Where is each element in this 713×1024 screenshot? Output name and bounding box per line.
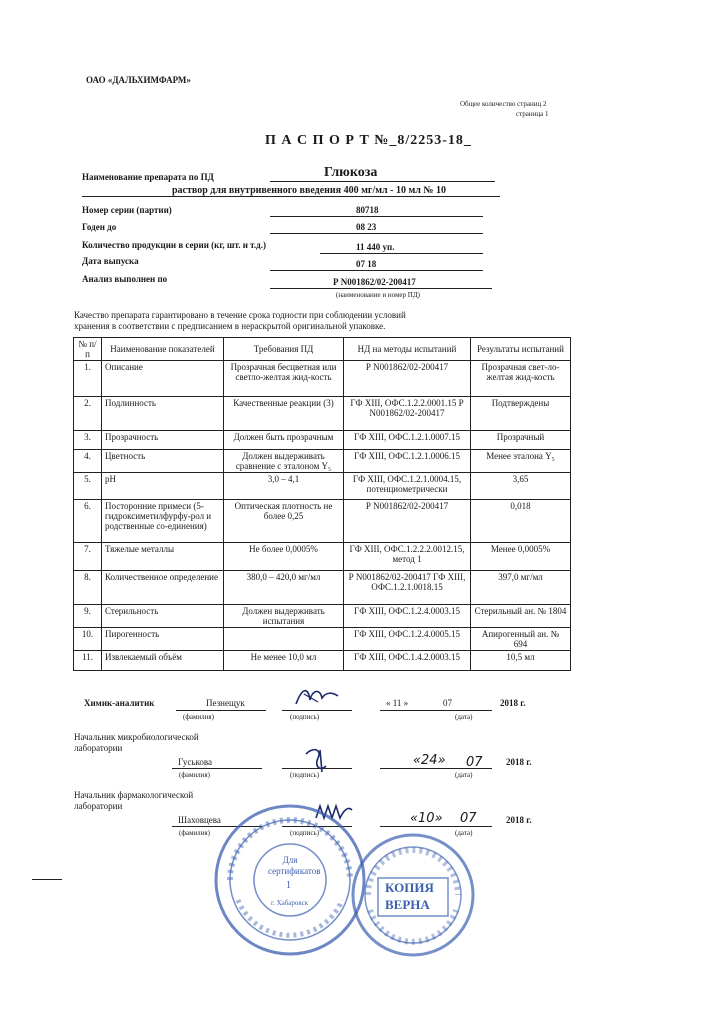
row-requirement: Прозрачная бесцветная или светло-желтая жид-кость bbox=[224, 361, 344, 397]
micro-signature-icon bbox=[300, 744, 340, 776]
row-name: Количественное определение bbox=[102, 571, 224, 605]
row-requirement: Должен выдерживать сравнение с эталоном Y₅ bbox=[224, 450, 344, 473]
row-number: 11. bbox=[74, 651, 102, 671]
passport-label: П А С П О Р Т № bbox=[265, 133, 390, 148]
chemist-role: Химик-аналитик bbox=[84, 698, 155, 708]
caption-signature-3: (подпись) bbox=[290, 829, 320, 837]
header-requirement: Требования ПД bbox=[224, 338, 344, 361]
release-value: 07 18 bbox=[356, 259, 377, 269]
row-name: Подлинность bbox=[102, 397, 224, 431]
row-requirement bbox=[224, 628, 344, 651]
passport-number: _8/2253-18_ bbox=[389, 133, 472, 148]
row-result: 10,5 мл bbox=[471, 651, 571, 671]
row-requirement: Качественные реакции (3) bbox=[224, 397, 344, 431]
drug-form: раствор для внутривенного введения 400 мг/мл - 10 мл № 10 bbox=[172, 185, 446, 196]
row-requirement: Оптическая плотность не более 0,25 bbox=[224, 500, 344, 543]
row-result: 0,018 bbox=[471, 500, 571, 543]
header-name: Наименование показателей bbox=[102, 338, 224, 361]
row-method: ГФ XIII, ОФС.1.2.2.0001.15 Р N001862/02-200417 bbox=[344, 397, 471, 431]
caption-surname-3: (фамилия) bbox=[179, 829, 210, 837]
table-row bbox=[74, 397, 571, 431]
seal-number: 1 bbox=[286, 880, 291, 891]
chemist-day: « 11 » bbox=[386, 698, 409, 708]
row-number: 1. bbox=[74, 361, 102, 397]
table-row bbox=[74, 651, 571, 671]
row-name: Цветность bbox=[102, 450, 224, 473]
passport-title bbox=[265, 133, 472, 149]
header-number: № п/п bbox=[74, 338, 102, 361]
row-result: Прозрачная свет-ло-желтая жид-кость bbox=[471, 361, 571, 397]
table-row bbox=[74, 450, 571, 473]
seal-center-text: Для сертификатов bbox=[268, 855, 321, 876]
pharm-day: «10» bbox=[410, 811, 443, 826]
row-number: 5. bbox=[74, 473, 102, 500]
stamp-verified-text: ВЕРНА bbox=[385, 897, 430, 912]
row-number: 3. bbox=[74, 431, 102, 450]
table-row bbox=[74, 543, 571, 571]
row-requirement: Не менее 10,0 мл bbox=[224, 651, 344, 671]
drug-name: Глюкоза bbox=[324, 165, 378, 180]
chemist-signature-icon bbox=[292, 684, 342, 710]
page-count: Общее количество страниц 2 bbox=[460, 100, 547, 108]
row-number: 8. bbox=[74, 571, 102, 605]
seal-city: г. Хабаровск bbox=[271, 899, 309, 907]
release-label: Дата выпуска bbox=[82, 256, 139, 266]
caption-surname-2: (фамилия) bbox=[179, 771, 210, 779]
chemist-month: 07 bbox=[443, 698, 452, 708]
row-result: 397,0 мг/мл bbox=[471, 571, 571, 605]
row-requirement: Не более 0,0005% bbox=[224, 543, 344, 571]
analysis-label: Анализ выполнен по bbox=[82, 274, 168, 284]
table-row bbox=[74, 500, 571, 543]
row-name: Прозрачность bbox=[102, 431, 224, 450]
chemist-name: Пезнещук bbox=[206, 698, 245, 708]
row-method: ГФ XIII, ОФС.1.2.4.0003.15 bbox=[344, 605, 471, 628]
table-row bbox=[74, 473, 571, 500]
pharm-year: 2018 г. bbox=[506, 815, 532, 825]
analysis-value: Р N001862/02-200417 bbox=[333, 277, 416, 287]
row-method: ГФ XIII, ОФС.1.2.1.0006.15 bbox=[344, 450, 471, 473]
row-result: Стерильный ан. № 1804 bbox=[471, 605, 571, 628]
row-name: рН bbox=[102, 473, 224, 500]
row-method: ГФ XIII, ОФС.1.2.1.0004.15, потенциометрически bbox=[344, 473, 471, 500]
row-number: 2. bbox=[74, 397, 102, 431]
series-value: 80718 bbox=[356, 205, 379, 215]
row-number: 9. bbox=[74, 605, 102, 628]
row-result: Подтверждены bbox=[471, 397, 571, 431]
table-row bbox=[74, 628, 571, 651]
caption-date-2: (дата) bbox=[455, 771, 473, 779]
row-number: 4. bbox=[74, 450, 102, 473]
series-label: Номер серии (партии) bbox=[82, 205, 172, 215]
quantity-value: 11 440 уп. bbox=[356, 242, 395, 252]
table-row bbox=[74, 571, 571, 605]
row-requirement: 3,0 – 4,1 bbox=[224, 473, 344, 500]
caption-signature-2: (подпись) bbox=[290, 771, 320, 779]
expiry-value: 08 23 bbox=[356, 222, 377, 232]
row-method: Р N001862/02-200417 bbox=[344, 500, 471, 543]
expiry-label: Годен до bbox=[82, 222, 117, 232]
row-method: Р N001862/02-200417 bbox=[344, 361, 471, 397]
table-row bbox=[74, 431, 571, 450]
row-number: 7. bbox=[74, 543, 102, 571]
micro-month: 07 bbox=[466, 755, 483, 770]
header-result: Результаты испытаний bbox=[471, 338, 571, 361]
table-row bbox=[74, 605, 571, 628]
row-result: 3,65 bbox=[471, 473, 571, 500]
row-result: Прозрачный bbox=[471, 431, 571, 450]
row-requirement: Должен быть прозрачным bbox=[224, 431, 344, 450]
test-results-table bbox=[73, 337, 571, 671]
row-method: ГФ XIII, ОФС.1.2.1.0007.15 bbox=[344, 431, 471, 450]
pharm-month: 07 bbox=[460, 811, 477, 826]
guarantee-line-1: Качество препарата гарантировано в течение срока годности при соблюдении условий bbox=[74, 310, 406, 320]
row-name: Посторонние примеси (5-гидроксиметилфурфу-рол и родственные со-единения) bbox=[102, 500, 224, 543]
caption-date-1: (дата) bbox=[455, 713, 473, 721]
row-result: Апирогенный ан. № 694 bbox=[471, 628, 571, 651]
row-number: 10. bbox=[74, 628, 102, 651]
page-current: страница 1 bbox=[516, 110, 549, 118]
pharm-role: Начальник фармакологической лаборатории bbox=[74, 790, 194, 811]
stamp-copy-text: КОПИЯ bbox=[385, 880, 434, 895]
row-name: Описание bbox=[102, 361, 224, 397]
row-method: ГФ XIII, ОФС.1.2.2.2.0012.15, метод 1 bbox=[344, 543, 471, 571]
row-name: Пирогенность bbox=[102, 628, 224, 651]
company-name: ОАО «ДАЛЬХИМФАРМ» bbox=[86, 75, 191, 85]
micro-role: Начальник микробиологической лаборатории bbox=[74, 732, 199, 753]
guarantee-line-2: хранения в соответствии с предписанием в нераскрытой оригинальной упаковке. bbox=[74, 321, 386, 331]
row-result: Менее 0,0005% bbox=[471, 543, 571, 571]
row-method: ГФ XIII, ОФС.1.4.2.0003.15 bbox=[344, 651, 471, 671]
row-name: Стерильность bbox=[102, 605, 224, 628]
row-method: Р N001862/02-200417 ГФ XIII, ОФС.1.2.1.0018.15 bbox=[344, 571, 471, 605]
pharm-name: Шаховцева bbox=[178, 815, 221, 825]
table-header-row bbox=[74, 338, 571, 361]
row-method: ГФ XIII, ОФС.1.2.4.0005.15 bbox=[344, 628, 471, 651]
row-name: Извлекаемый объём bbox=[102, 651, 224, 671]
header-method: НД на методы испытаний bbox=[344, 338, 471, 361]
quantity-label: Количество продукции в серии (кг, шт. и т.д.) bbox=[82, 240, 266, 250]
caption-signature-1: (подпись) bbox=[290, 713, 320, 721]
row-requirement: 380,0 – 420,0 мг/мл bbox=[224, 571, 344, 605]
micro-day: «24» bbox=[413, 753, 446, 768]
micro-name: Гуськова bbox=[178, 757, 213, 767]
table-row bbox=[74, 361, 571, 397]
row-result: Менее эталона Y₅ bbox=[471, 450, 571, 473]
drug-label: Наименование препарата по ПД bbox=[82, 172, 214, 182]
row-requirement: Должен выдерживать испытания bbox=[224, 605, 344, 628]
caption-surname-1: (фамилия) bbox=[183, 713, 214, 721]
micro-year: 2018 г. bbox=[506, 757, 532, 767]
analysis-caption: (наименование и номер ПД) bbox=[336, 291, 420, 299]
row-name: Тяжелые металлы bbox=[102, 543, 224, 571]
caption-date-3: (дата) bbox=[455, 829, 473, 837]
chemist-year: 2018 г. bbox=[500, 698, 526, 708]
row-number: 6. bbox=[74, 500, 102, 543]
